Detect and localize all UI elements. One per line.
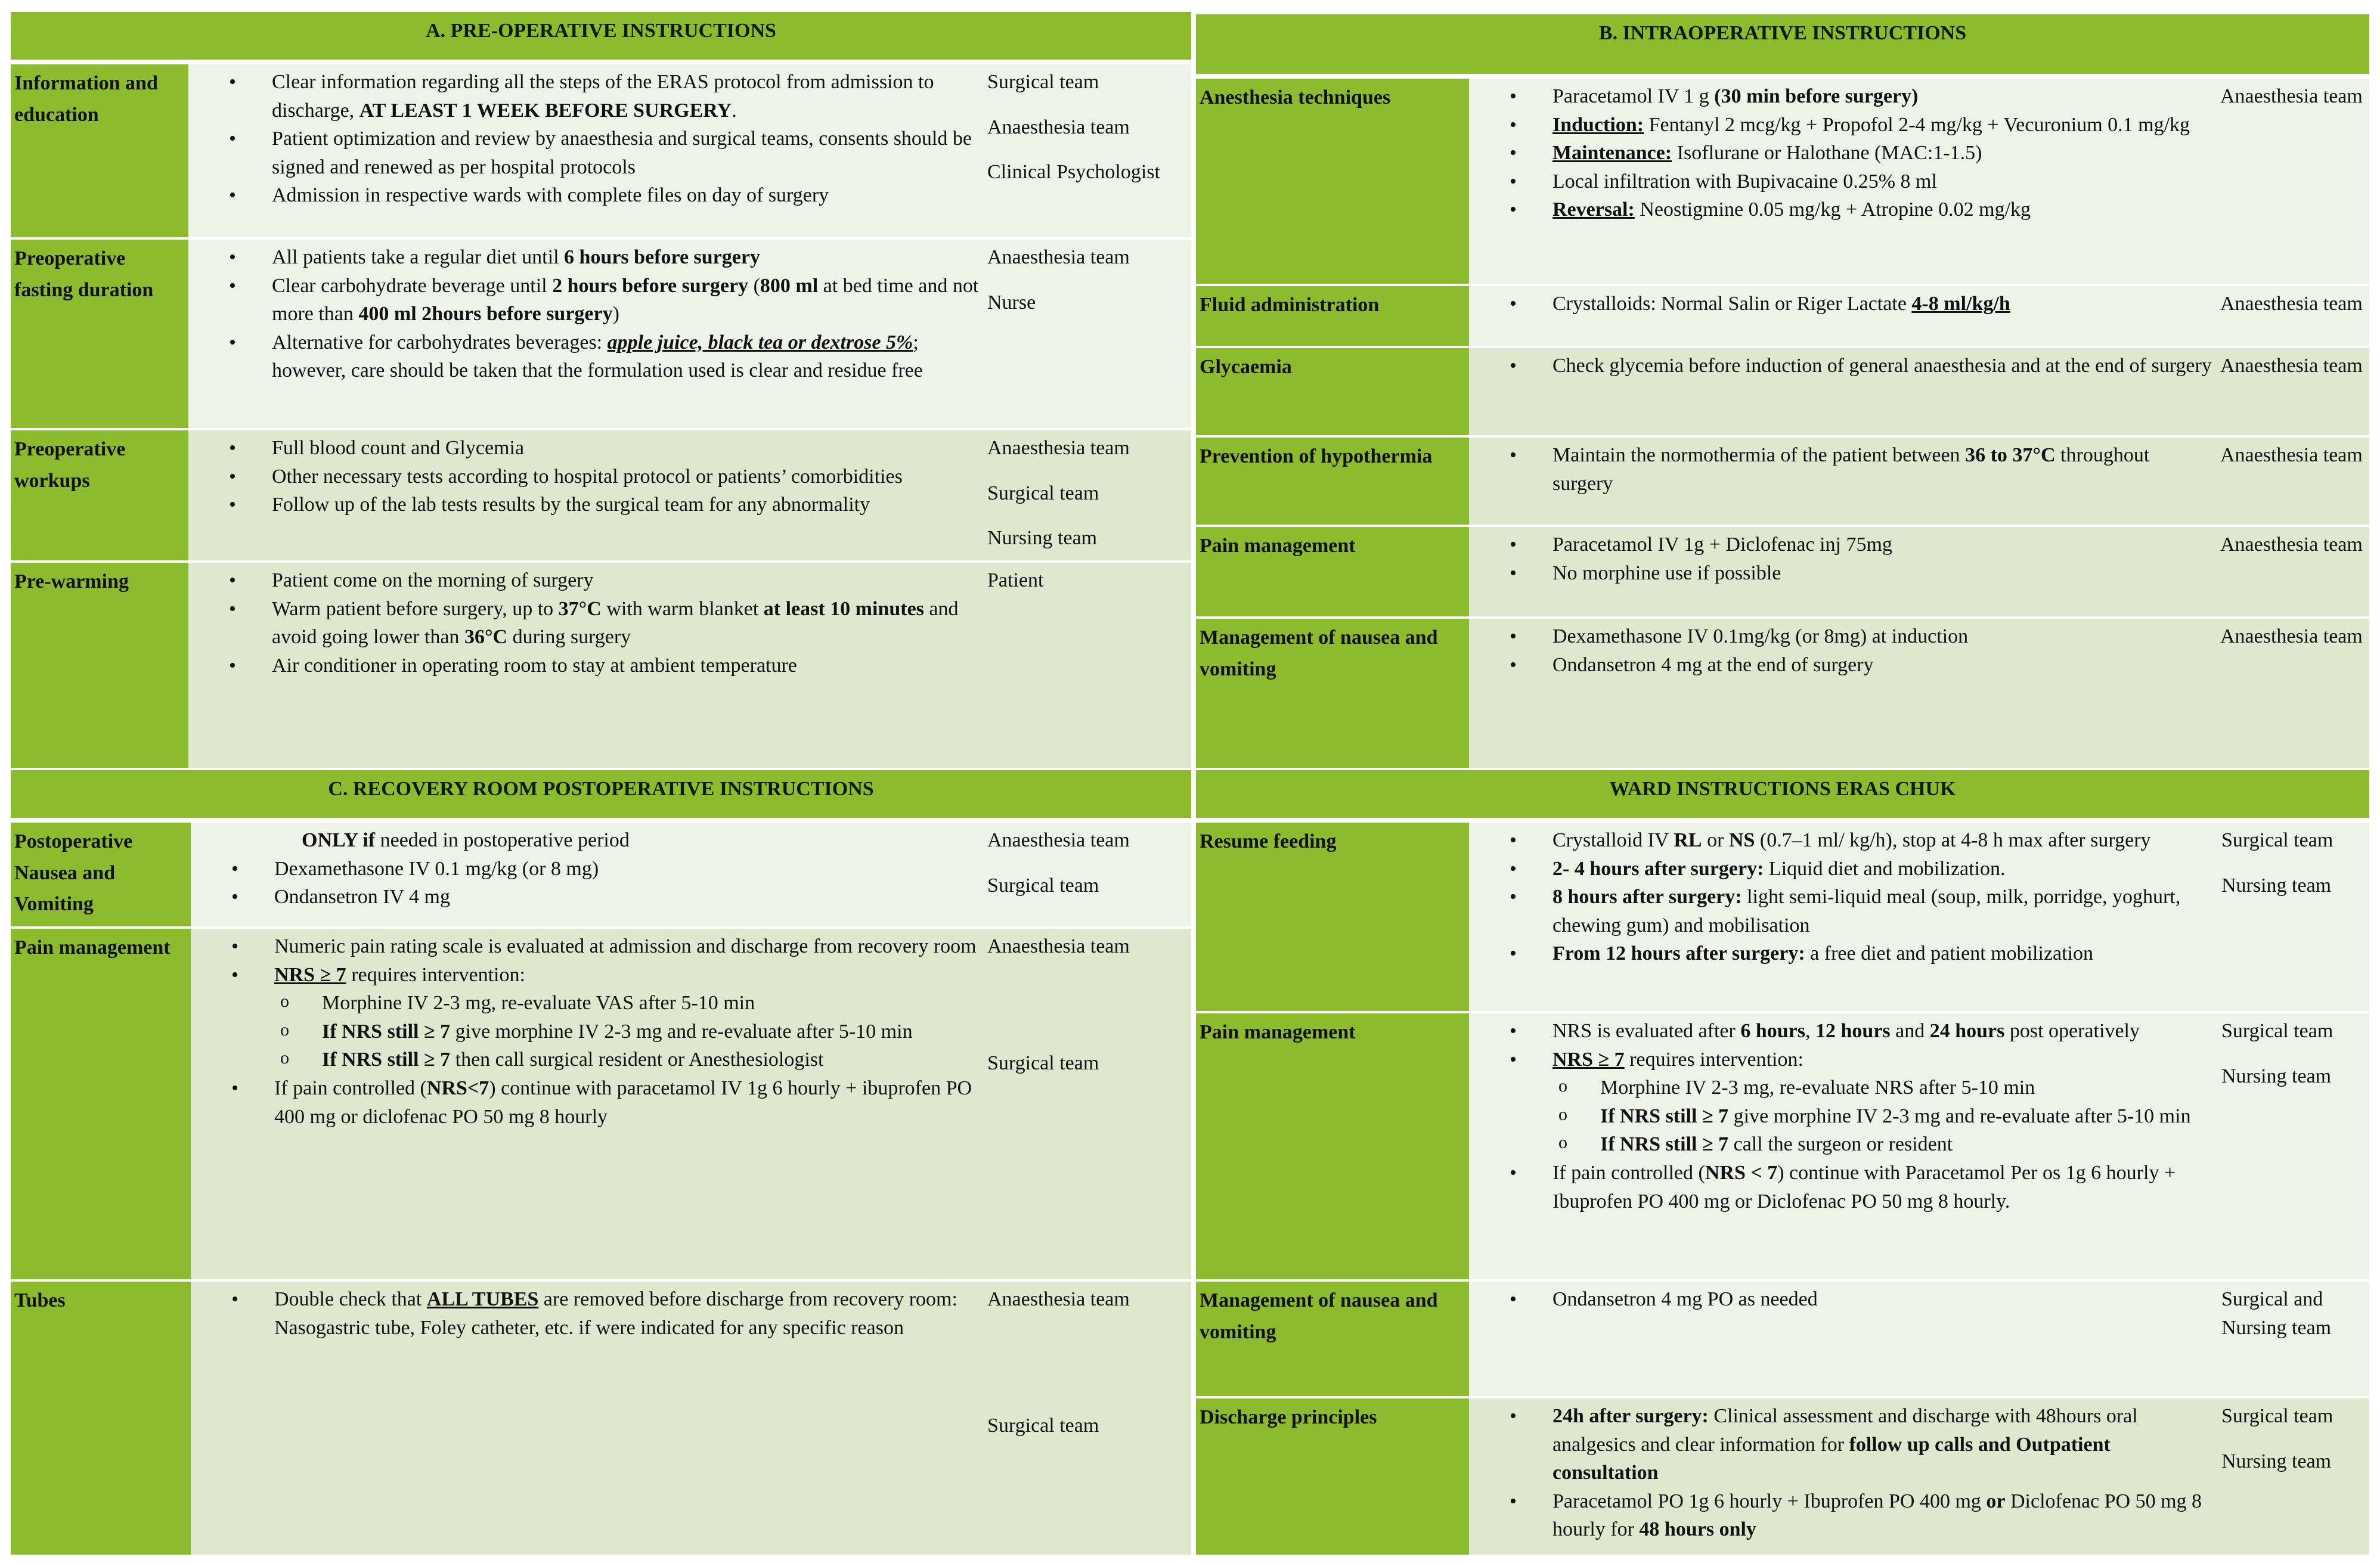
row-content	[1469, 438, 2217, 525]
responsible-team: Anaesthesia team Surgical team	[987, 829, 1130, 897]
row-label: Management of nausea and vomiting	[1196, 619, 1469, 768]
row-content	[191, 1282, 984, 1555]
sub-list-item: o Morphine IV 2-3 mg, re-evaluate NRS after 5-10 min	[1600, 1074, 2215, 1102]
row-postop-nausea-vomiting	[11, 823, 1191, 926]
row-preoperative-workups	[11, 428, 1191, 560]
row-label: Preoperative workups	[11, 430, 188, 560]
row-nausea-vomiting-ward	[1196, 1279, 2369, 1396]
row-content	[1469, 1398, 2218, 1555]
row-label: Pain management	[1196, 1013, 1469, 1279]
row-resume-feeding	[1196, 823, 2369, 1011]
section-c-recovery-room	[11, 770, 1191, 1555]
row-content	[191, 929, 984, 1279]
row-label: Discharge principles	[1196, 1398, 1469, 1555]
list-item: • Alternative for carbohydrates beverages: apple juice, black tea or dextrose 5%; however, care should be taken that the formulation used is clear and residue free	[272, 328, 981, 385]
row-information-education	[11, 64, 1191, 237]
row-fasting-duration	[11, 237, 1191, 428]
list-item: • Paracetamol PO 1g 6 hourly + Ibuprofen PO 400 mg or Diclofenac PO 50 mg 8 hourly for 48 hours only	[1552, 1487, 2215, 1544]
section-d-title: WARD INSTRUCTIONS ERAS CHUK	[1196, 770, 2369, 818]
row-label: Pre-warming	[11, 563, 188, 768]
row-label: Information and education	[11, 64, 188, 237]
responsible-team: Surgical and Nursing team	[2221, 1288, 2332, 1339]
row-label: Resume feeding	[1196, 823, 1469, 1011]
responsible-team: Anaesthesia team	[2220, 444, 2363, 466]
list-item: • Air conditioner in operating room to stay at ambient temperature	[272, 652, 981, 680]
sub-list-item: o If NRS still ≥ 7 call the surgeon or resident	[1600, 1130, 2215, 1159]
row-tubes	[11, 1279, 1191, 1555]
row-content	[191, 823, 984, 926]
row-content	[1469, 527, 2217, 616]
list-item: • NRS ≥ 7 requires intervention:	[1552, 1046, 2215, 1074]
list-item: • Ondansetron 4 mg at the end of surgery	[1552, 651, 2214, 680]
responsible-team: Patient	[987, 569, 1044, 591]
row-content	[188, 430, 984, 560]
list-item: • Dexamethasone IV 0.1 mg/kg (or 8 mg)	[274, 855, 981, 883]
list-item: • Patient optimization and review by anaesthesia and surgical teams, consents should be signed and renewed as per hospital protocols	[272, 125, 981, 181]
responsible-team: Surgical team Nursing team	[2221, 1020, 2333, 1087]
list-item: • Numeric pain rating scale is evaluated at admission and discharge from recovery room	[274, 932, 981, 961]
list-item: • No morphine use if possible	[1552, 559, 2214, 588]
list-item: • Induction: Fentanyl 2 mcg/kg + Propofol 2-4 mg/kg + Vecuronium 0.1 mg/kg	[1552, 111, 2214, 139]
row-label: Tubes	[11, 1282, 191, 1555]
row-label: Pain management	[1196, 527, 1469, 616]
row-label: Anesthesia techniques	[1196, 79, 1469, 284]
section-a-preoperative	[11, 12, 1191, 768]
row-content	[1469, 286, 2217, 346]
row-label: Postoperative Nausea and Vomiting	[11, 823, 191, 926]
row-pre-warming	[11, 560, 1191, 768]
row-anesthesia-techniques	[1196, 79, 2369, 284]
list-item: • Crystalloids: Normal Salin or Riger Lactate 4-8 ml/kg/h	[1552, 290, 2214, 318]
row-content	[188, 563, 984, 768]
sub-list-item: o If NRS still ≥ 7 give morphine IV 2-3 mg and re-evaluate after 5-10 min	[322, 1018, 981, 1046]
row-label: Fluid administration	[1196, 286, 1469, 346]
list-item: • Local infiltration with Bupivacaine 0.25% 8 ml	[1552, 168, 2214, 196]
responsible-team: Anaesthesia team Surgical team	[987, 1288, 1130, 1437]
list-item: • Maintenance: Isoflurane or Halothane (MAC:1-1.5)	[1552, 139, 2214, 168]
sub-list-item: o If NRS still ≥ 7 then call surgical resident or Anesthesiologist	[322, 1046, 981, 1074]
sub-list-item: o Morphine IV 2-3 mg, re-evaluate VAS after 5-10 min	[322, 989, 981, 1018]
list-item: • All patients take a regular diet until 6 hours before surgery	[272, 243, 981, 272]
list-item: • 24h after surgery: Clinical assessment and discharge with 48hours oral analgesics and clear information for follow up calls and Outpatient consultation	[1552, 1402, 2215, 1487]
list-item: • Ondansetron 4 mg PO as needed	[1552, 1285, 2215, 1314]
row-content	[1469, 79, 2217, 284]
list-item: • Dexamethasone IV 0.1mg/kg (or 8mg) at induction	[1552, 622, 2214, 651]
row-content	[1469, 1013, 2218, 1279]
responsible-team: Surgical team Nursing team	[2221, 1405, 2333, 1472]
responsible-team: Surgical team Nursing team	[2221, 829, 2333, 897]
list-item: • 8 hours after surgery: light semi-liquid meal (soup, milk, porridge, yoghurt, chewing gum) and mobilisation	[1552, 883, 2215, 939]
list-item: • Maintain the normothermia of the patient between 36 to 37°C throughout surgery	[1552, 441, 2214, 498]
responsible-team: Anaesthesia team	[2220, 293, 2363, 315]
list-item: • Admission in respective wards with complete files on day of surgery	[272, 181, 981, 210]
row-content	[188, 240, 984, 428]
list-item: • Check glycemia before induction of general anaesthesia and at the end of surgery	[1552, 352, 2214, 380]
section-c-title: C. RECOVERY ROOM POSTOPERATIVE INSTRUCTIONS	[11, 770, 1191, 818]
responsible-team: Anaesthesia team Surgical team	[987, 935, 1130, 1074]
list-item: • 2- 4 hours after surgery: Liquid diet and mobilization.	[1552, 855, 2215, 883]
row-prevention-hypothermia	[1196, 435, 2369, 525]
list-item: • If pain controlled (NRS < 7) continue with Paracetamol Per os 1g 6 hourly + Ibuprofen PO 400 mg or Diclofenac PO 50 mg 8 hourly.	[1552, 1159, 2215, 1215]
row-glycaemia	[1196, 346, 2369, 435]
list-item: • From 12 hours after surgery: a free diet and patient mobilization	[1552, 939, 2215, 968]
row-label: Glycaemia	[1196, 348, 1469, 435]
responsible-team: Anaesthesia team	[2220, 625, 2363, 647]
row-label: Management of nausea and vomiting	[1196, 1282, 1469, 1396]
row-nausea-vomiting-intraop	[1196, 616, 2369, 768]
list-item: • Follow up of the lab tests results by the surgical team for any abnormality	[272, 491, 981, 519]
row-pain-management-recovery	[11, 926, 1191, 1279]
row-fluid-administration	[1196, 284, 2369, 346]
list-item: • Other necessary tests according to hospital protocol or patients’ comorbidities	[272, 463, 981, 491]
row-content	[1469, 619, 2217, 768]
responsible-team: Anaesthesia team	[2220, 355, 2363, 377]
section-b-title: B. INTRAOPERATIVE INSTRUCTIONS	[1196, 14, 2369, 74]
list-item: • Crystalloid IV RL or NS (0.7–1 ml/ kg/h), stop at 4-8 h max after surgery	[1552, 826, 2215, 855]
row-content	[1469, 348, 2217, 435]
row-content	[1469, 1282, 2218, 1396]
list-item: • Warm patient before surgery, up to 37°C with warm blanket at least 10 minutes and avoid going lower than 36°C during surgery	[272, 595, 981, 652]
row-pain-management-ward	[1196, 1011, 2369, 1279]
row-label: Prevention of hypothermia	[1196, 438, 1469, 525]
list-item: • Patient come on the morning of surgery	[272, 566, 981, 595]
row-label: Pain management	[11, 929, 191, 1279]
responsible-team: Anaesthesia team Nurse	[987, 246, 1130, 314]
list-item: • Full blood count and Glycemia	[272, 434, 981, 463]
list-item: • NRS ≥ 7 requires intervention:	[274, 961, 981, 990]
responsible-team: Anaesthesia team	[2220, 534, 2363, 556]
list-item: • Clear carbohydrate beverage until 2 hours before surgery (800 ml at bed time and not more than 400 ml 2hours before surgery)	[272, 272, 981, 328]
list-item: • Paracetamol IV 1 g (30 min before surgery)	[1552, 82, 2214, 111]
list-item: • Reversal: Neostigmine 0.05 mg/kg + Atropine 0.02 mg/kg	[1552, 196, 2214, 224]
responsible-team: Surgical team Anaesthesia team Clinical Psychologist	[987, 71, 1160, 184]
section-d-ward	[1196, 770, 2369, 1555]
row-pain-management-intraop	[1196, 525, 2369, 616]
section-a-title: A. PRE-OPERATIVE INSTRUCTIONS	[11, 12, 1191, 60]
list-item: • Paracetamol IV 1g + Diclofenac inj 75mg	[1552, 531, 2214, 559]
row-label: Preoperative fasting duration	[11, 240, 188, 428]
list-item: • Clear information regarding all the steps of the ERAS protocol from admission to discharge, AT LEAST 1 WEEK BEFORE SURGERY.	[272, 68, 981, 125]
sub-list-item: o If NRS still ≥ 7 give morphine IV 2-3 mg and re-evaluate after 5-10 min	[1600, 1102, 2215, 1131]
responsible-team: Anaesthesia team	[2220, 85, 2363, 107]
list-item: • Double check that ALL TUBES are removed before discharge from recovery room: Nasogastric tube, Foley catheter, etc. if were indicated for any specific reason	[274, 1285, 981, 1342]
intro-line: ONLY if needed in postoperative period	[302, 829, 630, 851]
row-discharge-principles	[1196, 1396, 2369, 1555]
responsible-team: Anaesthesia team Surgical team Nursing team	[987, 437, 1130, 550]
list-item: • NRS is evaluated after 6 hours, 12 hours and 24 hours post operatively	[1552, 1017, 2215, 1046]
list-item: • If pain controlled (NRS<7) continue with paracetamol IV 1g 6 hourly + ibuprofen PO 400 mg or diclofenac PO 50 mg 8 hourly	[274, 1074, 981, 1131]
row-content	[188, 64, 984, 237]
row-content	[1469, 823, 2218, 1011]
section-b-intraoperative	[1196, 14, 2369, 768]
list-item: • Ondansetron IV 4 mg	[274, 883, 981, 911]
